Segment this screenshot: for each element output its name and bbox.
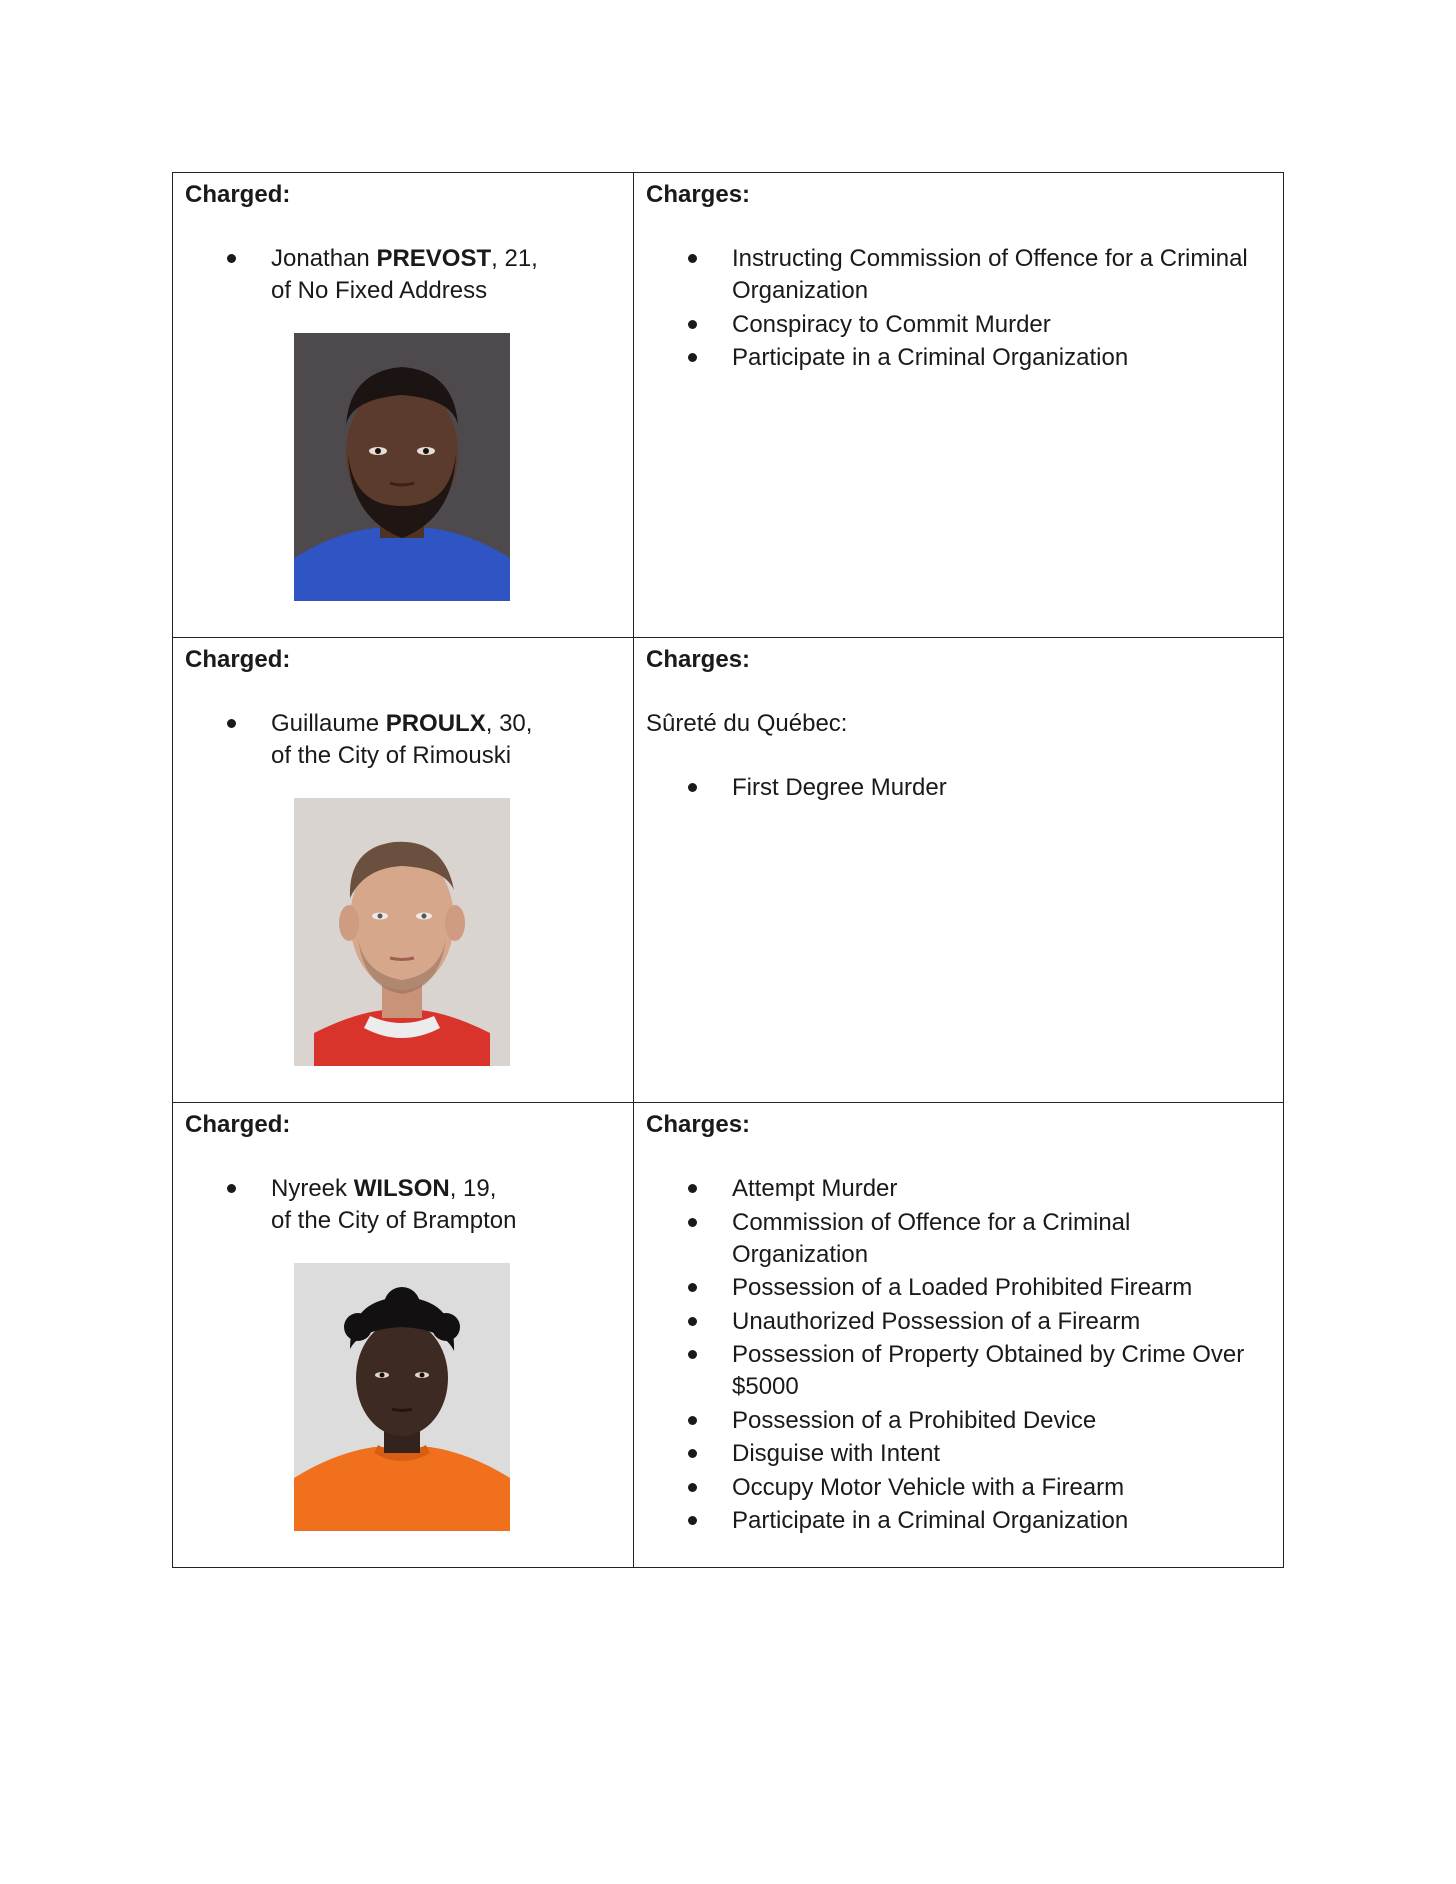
charges-table bbox=[172, 172, 1284, 1568]
charges-cell bbox=[634, 173, 1284, 638]
mugshot-image bbox=[294, 1263, 510, 1531]
age: , 30, bbox=[485, 710, 533, 737]
charge-item: Possession of a Loaded Prohibited Firearm bbox=[646, 1272, 1271, 1304]
charge-item: Instructing Commission of Offence for a Criminal Organization bbox=[646, 243, 1271, 307]
accused-entry bbox=[185, 708, 621, 772]
charges-list bbox=[646, 772, 1271, 804]
residence: of No Fixed Address bbox=[271, 277, 488, 304]
agency-label: Sûreté du Québec: bbox=[646, 710, 848, 737]
charge-item: Disguise with Intent bbox=[646, 1438, 1271, 1470]
charge-item: Attempt Murder bbox=[646, 1173, 1271, 1205]
charges-heading: Charges: bbox=[646, 1111, 751, 1138]
charged-heading: Charged: bbox=[185, 646, 291, 673]
charge-item: Possession of Property Obtained by Crime Over $5000 bbox=[646, 1339, 1271, 1403]
charges-heading: Charges: bbox=[646, 181, 751, 208]
charged-heading: Charged: bbox=[185, 181, 291, 208]
charged-list bbox=[185, 1173, 621, 1237]
charge-item: Participate in a Criminal Organization bbox=[646, 342, 1271, 374]
table-row bbox=[173, 638, 1284, 1103]
charges-cell bbox=[634, 638, 1284, 1103]
mugshot-photo bbox=[294, 798, 510, 1066]
table-row bbox=[173, 1103, 1284, 1568]
age: , 19, bbox=[449, 1175, 497, 1202]
charged-cell bbox=[173, 173, 634, 638]
charged-heading: Charged: bbox=[185, 1111, 291, 1138]
charges-list bbox=[646, 243, 1271, 374]
residence: of the City of Brampton bbox=[271, 1207, 517, 1234]
charge-item: Unauthorized Possession of a Firearm bbox=[646, 1306, 1271, 1338]
charges-cell bbox=[634, 1103, 1284, 1568]
charge-item: Participate in a Criminal Organization bbox=[646, 1505, 1271, 1537]
first-name: Nyreek bbox=[271, 1175, 348, 1202]
charge-item: First Degree Murder bbox=[646, 772, 1271, 804]
mugshot-image bbox=[294, 333, 510, 601]
charge-item: Possession of a Prohibited Device bbox=[646, 1405, 1271, 1437]
charges-heading: Charges: bbox=[646, 646, 751, 673]
charged-cell bbox=[173, 638, 634, 1103]
first-name: Guillaume bbox=[271, 710, 380, 737]
charged-cell bbox=[173, 1103, 634, 1568]
accused-entry bbox=[185, 1173, 621, 1237]
charged-list bbox=[185, 708, 621, 772]
charge-item: Occupy Motor Vehicle with a Firearm bbox=[646, 1472, 1271, 1504]
charged-list bbox=[185, 243, 621, 307]
accused-entry bbox=[185, 243, 621, 307]
surname: PREVOST bbox=[376, 245, 492, 272]
surname: WILSON bbox=[353, 1175, 450, 1202]
table-row bbox=[173, 173, 1284, 638]
residence: of the City of Rimouski bbox=[271, 742, 512, 769]
charge-item: Commission of Offence for a Criminal Organization bbox=[646, 1207, 1271, 1271]
mugshot-photo bbox=[294, 333, 510, 601]
mugshot-image bbox=[294, 798, 510, 1066]
charge-item: Conspiracy to Commit Murder bbox=[646, 309, 1271, 341]
mugshot-photo bbox=[294, 1263, 510, 1531]
surname: PROULX bbox=[385, 710, 486, 737]
first-name: Jonathan bbox=[271, 245, 370, 272]
age: , 21, bbox=[491, 245, 538, 272]
charges-list bbox=[646, 1173, 1271, 1537]
